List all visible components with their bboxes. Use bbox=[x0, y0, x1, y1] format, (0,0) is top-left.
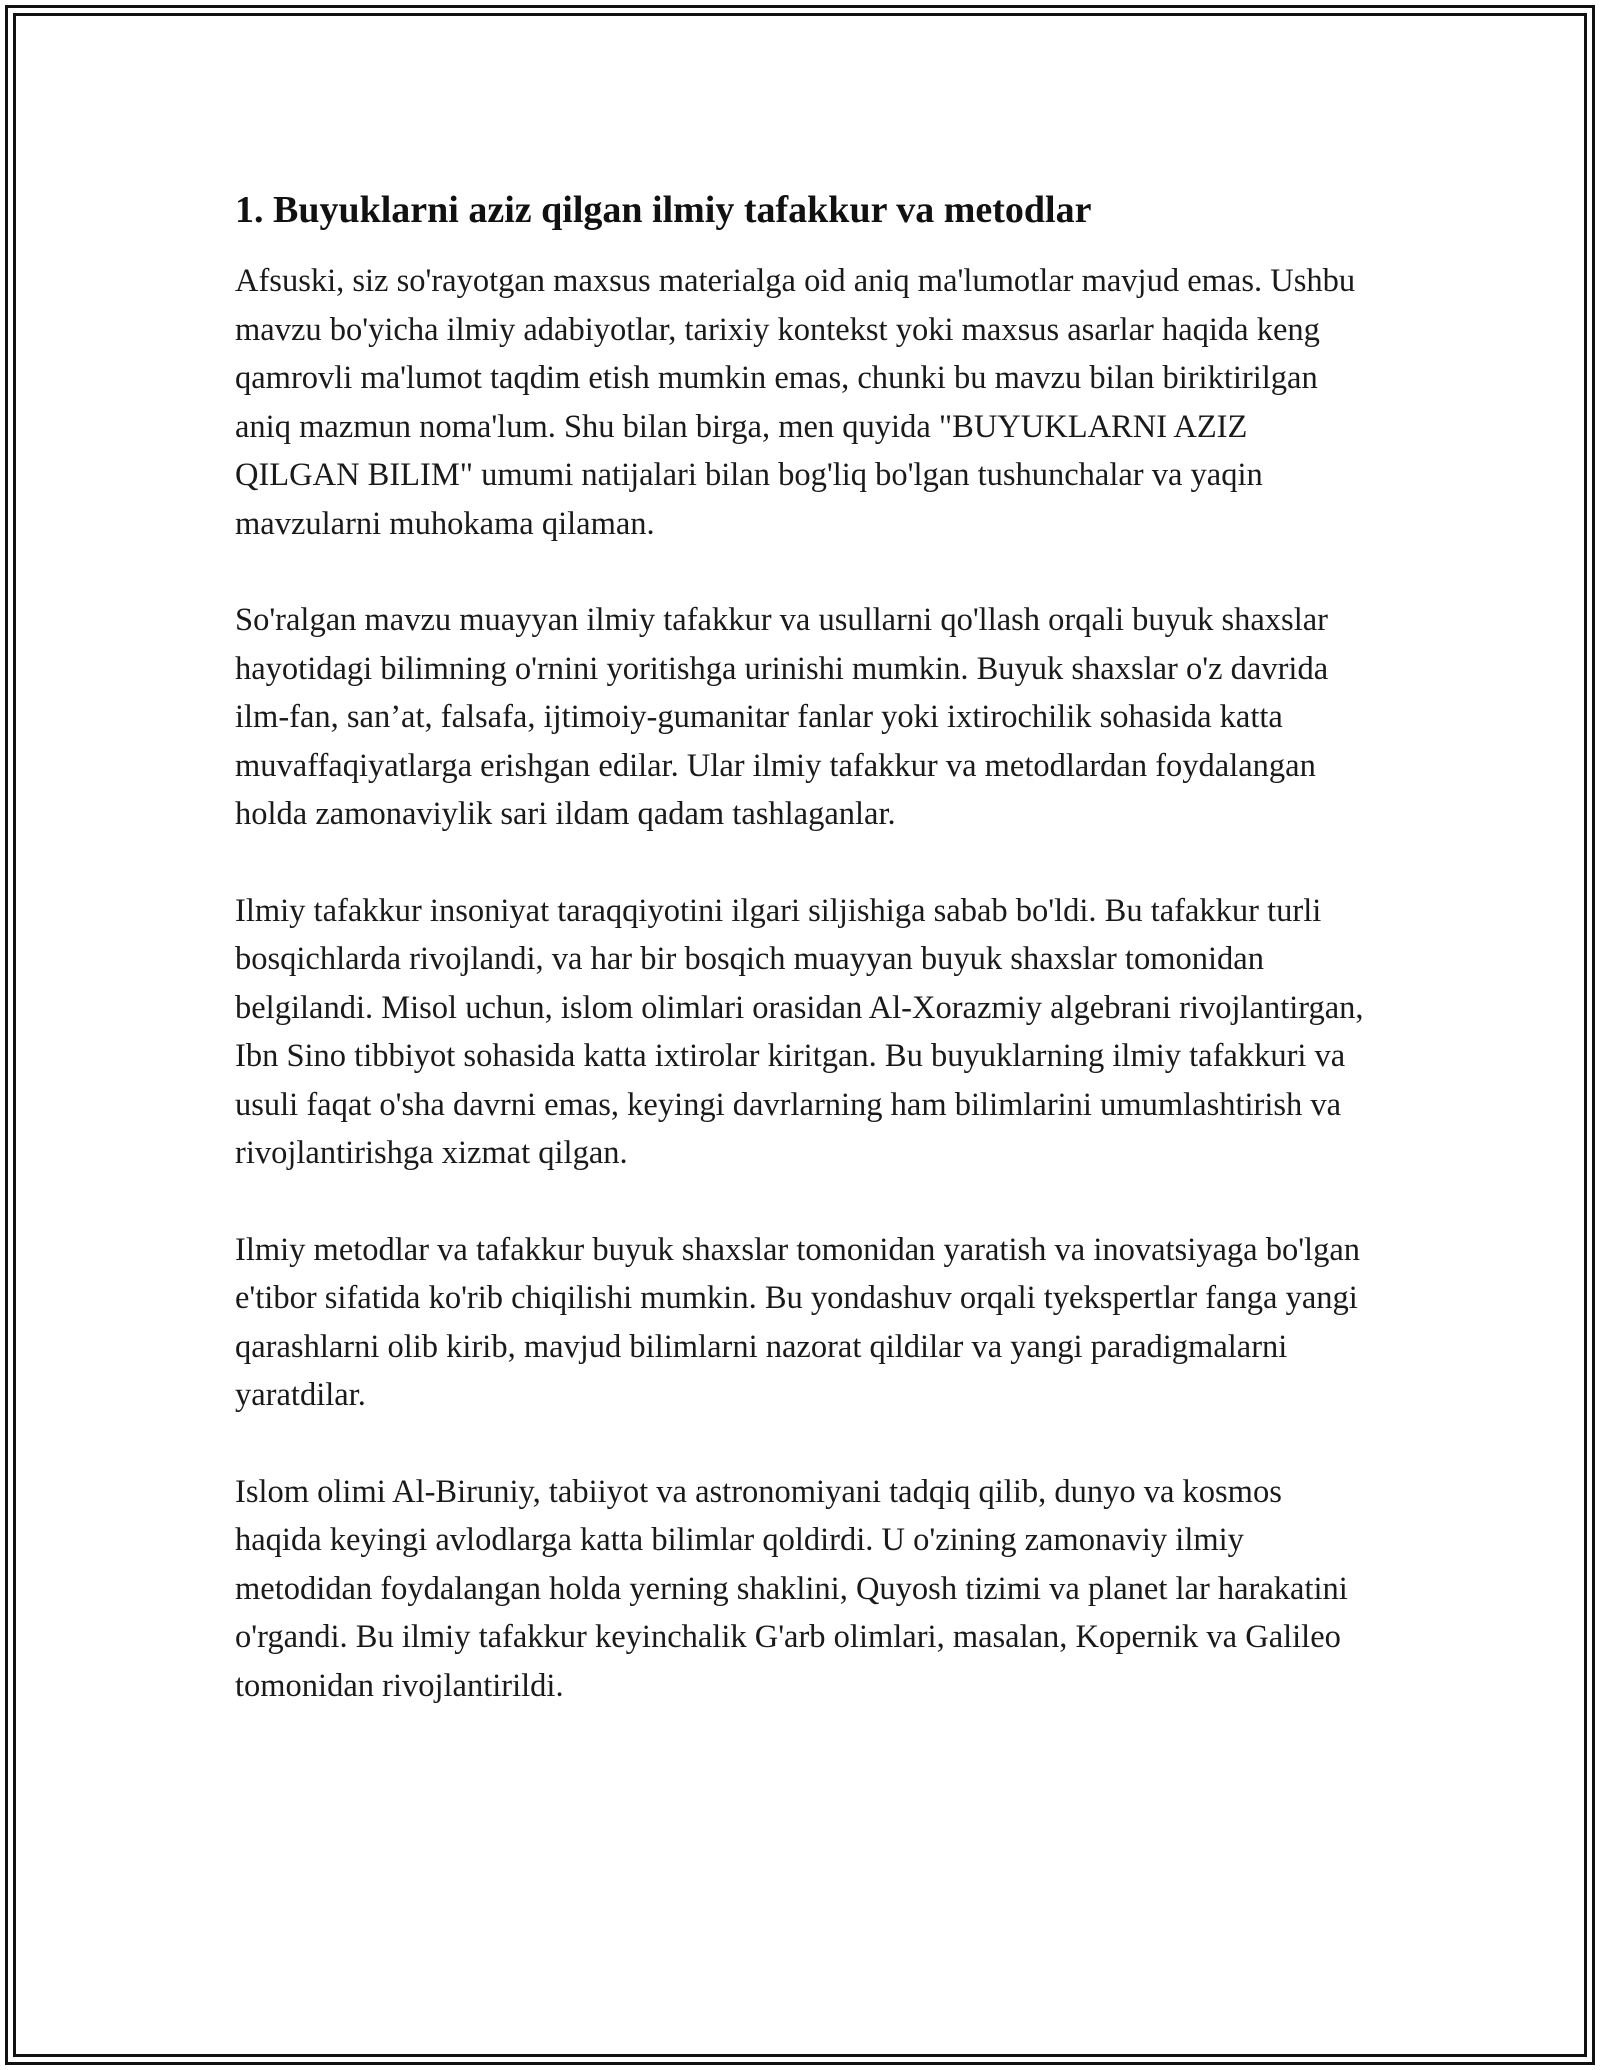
document-body bbox=[235, 185, 1375, 1758]
paragraph-4: Ilmiy metodlar va tafakkur buyuk shaxslar tomonidan yaratish va inovatsiyaga bo'lgan e'tibor sifatida ko'rib chiqilishi mumkin. Bu yondashuv orqali tyekspertlar fanga yangi qarashlarni olib kirib, mavjud bilimlarni nazorat qildilar va yangi paradigmalarni yaratdilar. bbox=[235, 1231, 1361, 1413]
paragraph-5: Islom olimi Al-Biruniy, tabiiyot va astronomiyani tadqiq qilib, dunyo va kosmos haqida keyingi avlodlarga katta bilimlar qoldirdi. U o'zining zamonaviy ilmiy metodidan foydalangan holda yerning shaklini, Quyosh tizimi va planet lar harakatini o'rgandi. Bu ilmiy tafakkur keyinchalik G'arb olimlari, masalan, Kopernik va Galileo tomonidan rivojlantirildi. bbox=[235, 1473, 1348, 1704]
section-heading: 1. Buyuklarni aziz qilgan ilmiy tafakkur va metodlar bbox=[235, 189, 1092, 231]
paragraph-3: Ilmiy tafakkur insoniyat taraqqiyotini ilgari siljishiga sabab bo'ldi. Bu tafakkur turli bosqichlarda rivojlandi, va har bir bosqich muayyan buyuk shaxslar tomonidan belgilandi. Misol uchun, islom olimlari orasidan Al-Xorazmiy algebrani rivojlantirgan, Ibn Sino tibbiyot sohasida katta ixtirolar kiritgan. Bu buyuklarning ilmiy tafakkuri va usuli faqat o'sha davrni emas, keyingi davrlarning ham bilimlarini umumlashtirish va rivojlantirishga xizmat qilgan. bbox=[235, 892, 1364, 1171]
paragraph-2: So'ralgan mavzu muayyan ilmiy tafakkur va usullarni qo'llash orqali buyuk shaxslar hayotidagi bilimning o'rnini yoritishga urinishi mumkin. Buyuk shaxslar o'z davrida ilm-fan, san’at, falsafa, ijtimoiy-gumanitar fanlar yoki ixtirochilik sohasida katta muvaffaqiyatlarga erishgan edilar. Ular ilmiy tafakkur va metodlardan foydalangan holda zamonaviylik sari ildam qadam tashlaganlar. bbox=[235, 602, 1329, 832]
paragraph-1: Afsuski, siz so'rayotgan maxsus materialga oid aniq ma'lumotlar mavjud emas. Ushbu mavzu bo'yicha ilmiy adabiyotlar, tarixiy kontekst yoki maxsus asarlar haqida keng qamrovli ma'lumot taqdim etish mumkin emas, chunki bu mavzu bilan biriktirilgan aniq mazmun noma'lum. Shu bilan birga, men quyida "BUYUKLARNI AZIZ QILGAN BILIM" umumi natijalari bilan bog'liq bo'lgan tushunchalar va yaqin mavzularni muhokama qilaman. bbox=[235, 263, 1356, 542]
